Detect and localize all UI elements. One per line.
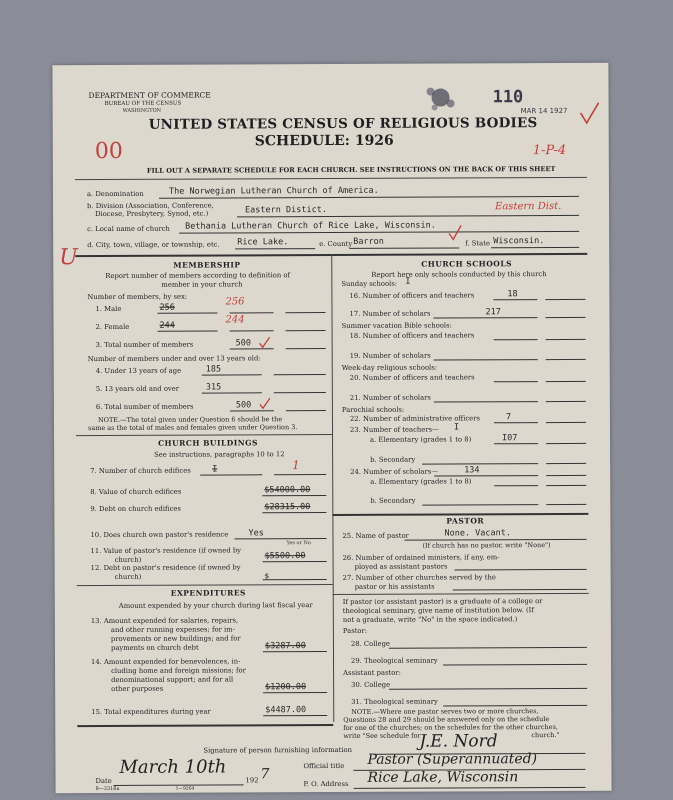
q28-label: 28. College: [350, 639, 390, 648]
church-name-value: Bethania Lutheran Church of Rice Lake, Wisconsin.: [185, 220, 436, 232]
denomination-value: The Norwegian Lutheran Church of America.: [168, 185, 379, 197]
parochial-schools-label: Parochial schools:: [341, 405, 405, 414]
bureau-name: BUREAU OF THE CENSUS: [104, 100, 182, 107]
by-sex-label: Number of members, by sex:: [87, 292, 188, 302]
form-title: UNITED STATES CENSUS OF RELIGIOUS BODIES: [148, 115, 538, 133]
stamp-date: MAR 14 1927: [520, 106, 568, 116]
q23a-value: I07: [502, 433, 518, 444]
q24b-label: b. Secondary: [370, 496, 416, 505]
handwritten-mark-left: 00: [94, 138, 123, 165]
official-title-label: Official title: [303, 761, 345, 771]
q14-label-2: cluding home and foreign missions; for: [111, 666, 246, 675]
q23a-label: a. Elementary (grades 1 to 8): [370, 435, 472, 444]
q12-value: $: [264, 571, 270, 581]
q1-label: 1. Male: [95, 304, 122, 314]
division-value: Eastern Distict.: [245, 205, 327, 216]
q3-label: 3. Total number of members: [95, 340, 194, 350]
q6-check-mark: [258, 395, 272, 414]
q17-value: 217: [485, 307, 501, 318]
buildings-subheading: See instructions, paragraphs 10 to 12: [154, 450, 285, 459]
q13-value: $3287.00: [264, 641, 306, 652]
city-label: d. City, town, village, or township, etc.: [87, 240, 220, 250]
denomination-label: a. Denomination: [86, 189, 144, 199]
q19-label: 19. Number of scholars: [349, 351, 431, 360]
q25-label: 25. Name of pastor: [342, 531, 409, 540]
pastor-note-2: Questions 28 and 29 should be answered only on the schedule: [343, 715, 550, 724]
city-name: WASHINGTON: [122, 107, 162, 114]
q14-value: $1200.00: [265, 682, 307, 693]
q6-label: 6. Total number of members: [95, 402, 194, 412]
expenditures-heading: EXPENDITURES: [170, 588, 246, 598]
department-name: DEPARTMENT OF COMMERCE: [88, 90, 211, 101]
state-value: Wisconsin.: [493, 236, 545, 247]
header-rule: [75, 177, 587, 180]
q26-label-2: ployed as assistant pastors: [354, 562, 448, 571]
membership-subheading-2: member in your church: [161, 280, 243, 289]
q3-check-mark: [258, 334, 272, 353]
schedule-title: SCHEDULE: 1926: [254, 132, 394, 150]
handwritten-margin-mark: U: [59, 245, 78, 271]
q7-typed-value: I: [212, 464, 218, 475]
q7-label: 7. Number of church edifices: [90, 466, 191, 476]
q13-label: 13. Amount expended for salaries, repairs,: [90, 616, 239, 626]
form-number-2: 1—9264: [175, 786, 195, 792]
q10-label: 10. Does church own pastor's residence: [90, 530, 229, 540]
q1-handwritten-value: 256: [225, 296, 245, 308]
q27-label-2: pastor or his assistants: [354, 582, 435, 591]
signature-label: Signature of person furnishing information: [203, 745, 352, 755]
q9-label: 9. Debt on church edifices: [90, 504, 181, 514]
pastor-note-3: for one of the churches; on the schedules for the other churches,: [343, 723, 559, 732]
q23-label: 23. Number of teachers—: [349, 425, 439, 434]
q3-value: 500: [235, 338, 252, 349]
q16-label: 16. Number of officers and teachers: [349, 291, 475, 300]
q31-label: 31. Theological seminary: [351, 697, 438, 706]
q5-value: 315: [205, 382, 222, 393]
handwritten-mark-right: 1-P-4: [532, 142, 567, 159]
q24-value: 134: [464, 465, 480, 476]
form-number: 8—3318a: [95, 785, 120, 793]
membership-heading: MEMBERSHIP: [173, 260, 241, 270]
pastor-note-5: church.": [531, 731, 560, 740]
yes-no-hint: Yes or No: [286, 540, 311, 547]
q13-label-4: payments on church debt: [110, 643, 199, 652]
assistant-pastor-sublabel: Assistant pastor:: [343, 668, 401, 677]
q12-label-2: church): [114, 572, 142, 581]
q15-label: 15. Total expenditures during year: [91, 707, 211, 717]
q23b-label: b. Secondary: [370, 455, 416, 464]
q23-value: I: [453, 422, 460, 433]
pastor-sublabel: Pastor:: [342, 626, 368, 635]
signature-value: J.E. Nord: [419, 731, 498, 752]
sunday-schools-value: I: [405, 276, 411, 287]
q12-label: 12. Debt on pastor's residence (if owned by: [90, 563, 241, 573]
age-intro-label: Number of members under and over 13 years old:: [87, 354, 261, 364]
q2-typed-value: 244: [159, 320, 175, 331]
q1-typed-value: 256: [159, 302, 175, 313]
sunday-schools-label: Sunday schools:: [341, 279, 398, 288]
q20-label: 20. Number of officers and teachers: [349, 373, 475, 382]
q4-value: 185: [205, 364, 222, 375]
division-label: b. Division (Association, Conference,: [87, 201, 214, 211]
po-address-label: P. O. Address: [303, 779, 349, 789]
q2-handwritten-value: 244: [225, 314, 245, 326]
stamp-number: 110: [492, 87, 524, 108]
graduate-instruction: If pastor (or assistant pastor) is a graduate of a college or: [342, 597, 543, 606]
division-handwritten: Eastern Dist.: [495, 200, 562, 213]
q6-value: 500: [235, 400, 252, 411]
q13-label-3: provements or new buildings; and for: [110, 634, 241, 643]
pastor-note-4: write "See schedule for: [343, 731, 421, 740]
q8-value: $54000.00: [264, 485, 311, 496]
q15-value: $4487.00: [265, 705, 307, 716]
pastor-heading: PASTOR: [446, 516, 485, 526]
q17-label: 17. Number of scholars: [349, 309, 431, 318]
date-label: Date: [95, 776, 112, 786]
membership-subheading: Report number of members according to definition of: [105, 271, 291, 280]
q11-value: $5500.00: [264, 551, 306, 562]
graduate-instruction-3: not a graduate, write "No" in the space indicated.): [342, 615, 518, 624]
q22-label: 22. Number of administrative officers: [349, 414, 480, 423]
state-label: f. State: [465, 239, 491, 248]
expenditures-subheading: Amount expended by your church during last fiscal year: [118, 601, 313, 610]
q25-note: (If church has no pastor, write "None"): [422, 541, 551, 550]
q18-label: 18. Number of officers and teachers: [349, 331, 475, 340]
q30-label: 30. College: [351, 680, 391, 689]
q14-label-4: other purposes: [111, 684, 164, 693]
county-label: e. County: [319, 239, 353, 249]
official-stamp: [422, 83, 458, 113]
q29-label: 29. Theological seminary: [350, 656, 438, 665]
county-value: Barron: [353, 236, 384, 247]
po-address-value: Rice Lake, Wisconsin: [367, 769, 519, 786]
county-check-mark: [447, 223, 463, 245]
year-handwritten: 7: [260, 766, 270, 783]
q2-label: 2. Female: [95, 322, 130, 332]
q27-label: 27. Number of other churches served by the: [342, 573, 496, 582]
q4-label: 4. Under 13 years of age: [95, 366, 182, 376]
q25-value: None. Vacant.: [444, 528, 512, 539]
summer-schools-label: Summer vacation Bible schools:: [341, 321, 452, 330]
q11-label: 11. Value of pastor's residence (if owned by: [90, 546, 242, 556]
census-schedule-sheet: [52, 63, 611, 793]
q10-value: Yes: [248, 528, 264, 539]
q14-label-3: denominational support; and for all: [111, 675, 234, 684]
division-label-2: Diocese, Presbytery, Synod, etc.): [95, 209, 209, 219]
graduate-instruction-2: theological seminary, give name of institution below. (If: [342, 606, 534, 615]
q16-value: 18: [507, 289, 518, 300]
q26-label: 26. Number of ordained ministers, if any, em-: [342, 553, 500, 562]
official-title-value: Pastor (Superannuated): [367, 751, 538, 768]
q22-value: 7: [505, 412, 512, 423]
q24a-label: a. Elementary (grades 1 to 8): [370, 477, 472, 486]
q7-handwritten-value: 1: [292, 458, 300, 473]
q21-label: 21. Number of scholars: [349, 393, 431, 402]
schools-heading: CHURCH SCHOOLS: [421, 259, 513, 269]
q24-label: 24. Number of scholars—: [350, 467, 439, 476]
church-name-label: c. Local name of church: [87, 224, 170, 234]
q13-label-2: and other running expenses; for im-: [110, 625, 235, 634]
q11-label-2: church): [114, 555, 142, 564]
pastor-note: NOTE.—Where one pastor serves two or more churches,: [351, 707, 539, 716]
q14-label: 14. Amount expended for benevolences, in-: [91, 657, 241, 667]
date-value: March 10th: [119, 756, 227, 778]
q8-label: 8. Value of church edifices: [90, 487, 182, 497]
column-divider: [331, 254, 334, 722]
membership-note: NOTE.—The total given under Question 6 should be the: [97, 415, 283, 425]
q9-value: $28315.00: [264, 502, 311, 513]
buildings-heading: CHURCH BUILDINGS: [158, 438, 258, 448]
instruction-line: FILL OUT A SEPARATE SCHEDULE FOR EACH CHURCH. SEE INSTRUCTIONS ON THE BACK OF THIS SHEET: [146, 165, 556, 175]
membership-note-2: same as the total of males and females given under Question 3.: [87, 423, 298, 433]
weekday-schools-label: Week-day religious schools:: [341, 363, 438, 372]
check-mark-top-right: [579, 101, 601, 131]
city-value: Rice Lake.: [237, 237, 289, 248]
year-prefix: 192: [245, 776, 259, 785]
schools-subheading: Report here only schools conducted by this church: [371, 270, 547, 279]
q5-label: 5. 13 years old and over: [95, 384, 180, 394]
